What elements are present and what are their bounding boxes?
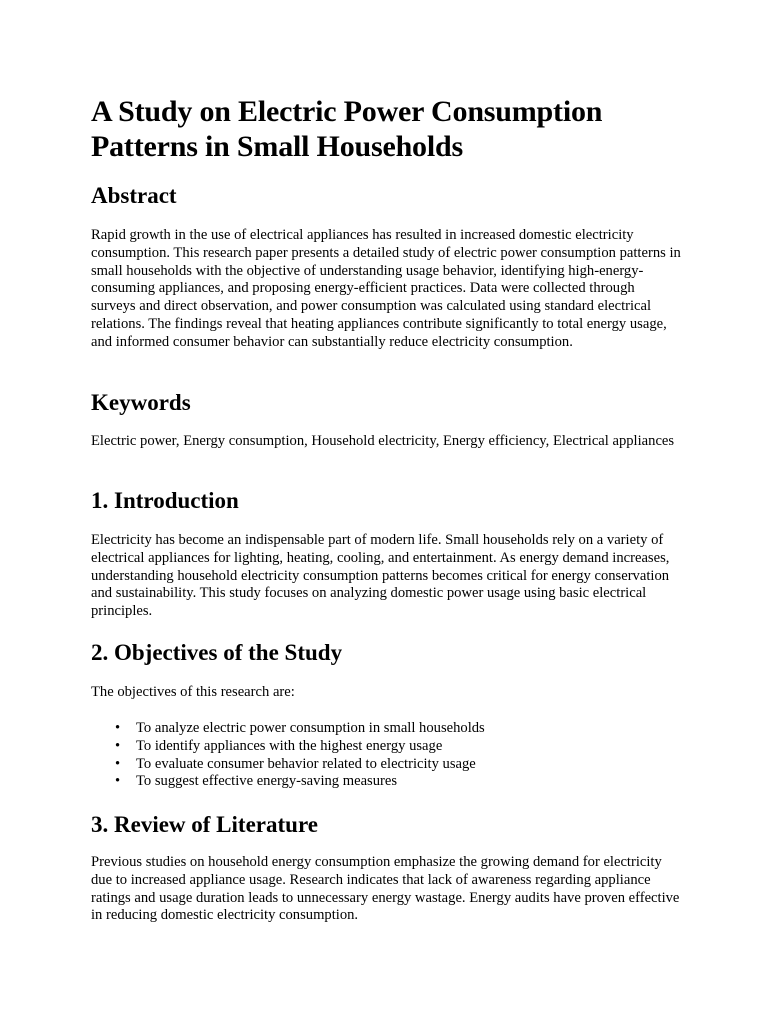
- objectives-heading: 2. Objectives of the Study: [91, 640, 343, 665]
- keywords-body: Electric power, Energy consumption, Household electricity, Energy efficiency, Electrical appliances: [91, 433, 675, 449]
- abstract-body: Rapid growth in the use of electrical appliances has resulted in increased domestic electricity consumption. This research paper presents a detailed study of electric power consumption patterns in small households with the objective of understanding usage behavior, identifying high-energy-consuming appliances, and proposing energy-efficient practices. Data were collected through surveys and direct observation, and power consumption was calculated using standard electrical relations. The findings reveal that heating appliances contribute significantly to total energy usage, and informed consumer behavior can substantially reduce electricity consumption.: [91, 227, 681, 350]
- literature-body: Previous studies on household energy consumption emphasize the growing demand for electricity due to increased appliance usage. Research indicates that lack of awareness regarding appliance ratings and usage duration leads to unnecessary energy wastage. Energy audits have proven effective in reducing domestic electricity consumption.: [91, 854, 680, 924]
- abstract-heading: Abstract: [91, 183, 177, 208]
- introduction-heading: 1. Introduction: [91, 488, 239, 513]
- list-item: • To suggest effective energy-saving measures: [91, 773, 681, 791]
- list-item: • To identify appliances with the highest energy usage: [91, 738, 681, 756]
- introduction-body: Electricity has become an indispensable part of modern life. Small households rely on a variety of electrical appliances for lighting, heating, cooling, and entertainment. As energy demand increases, understanding household electricity consumption patterns becomes critical for energy conservation and sustainability. This study focuses on analyzing domestic power usage using basic electrical principles.: [91, 532, 670, 620]
- list-item: • To analyze electric power consumption in small households: [91, 720, 681, 738]
- list-item: • To evaluate consumer behavior related to electricity usage: [91, 756, 681, 774]
- paper-title: A Study on Electric Power Consumption Patterns in Small Households: [91, 95, 603, 163]
- objectives-intro: The objectives of this research are:: [91, 684, 295, 700]
- literature-heading: 3. Review of Literature: [91, 812, 318, 837]
- keywords-heading: Keywords: [91, 390, 191, 415]
- objectives-list: [91, 720, 681, 791]
